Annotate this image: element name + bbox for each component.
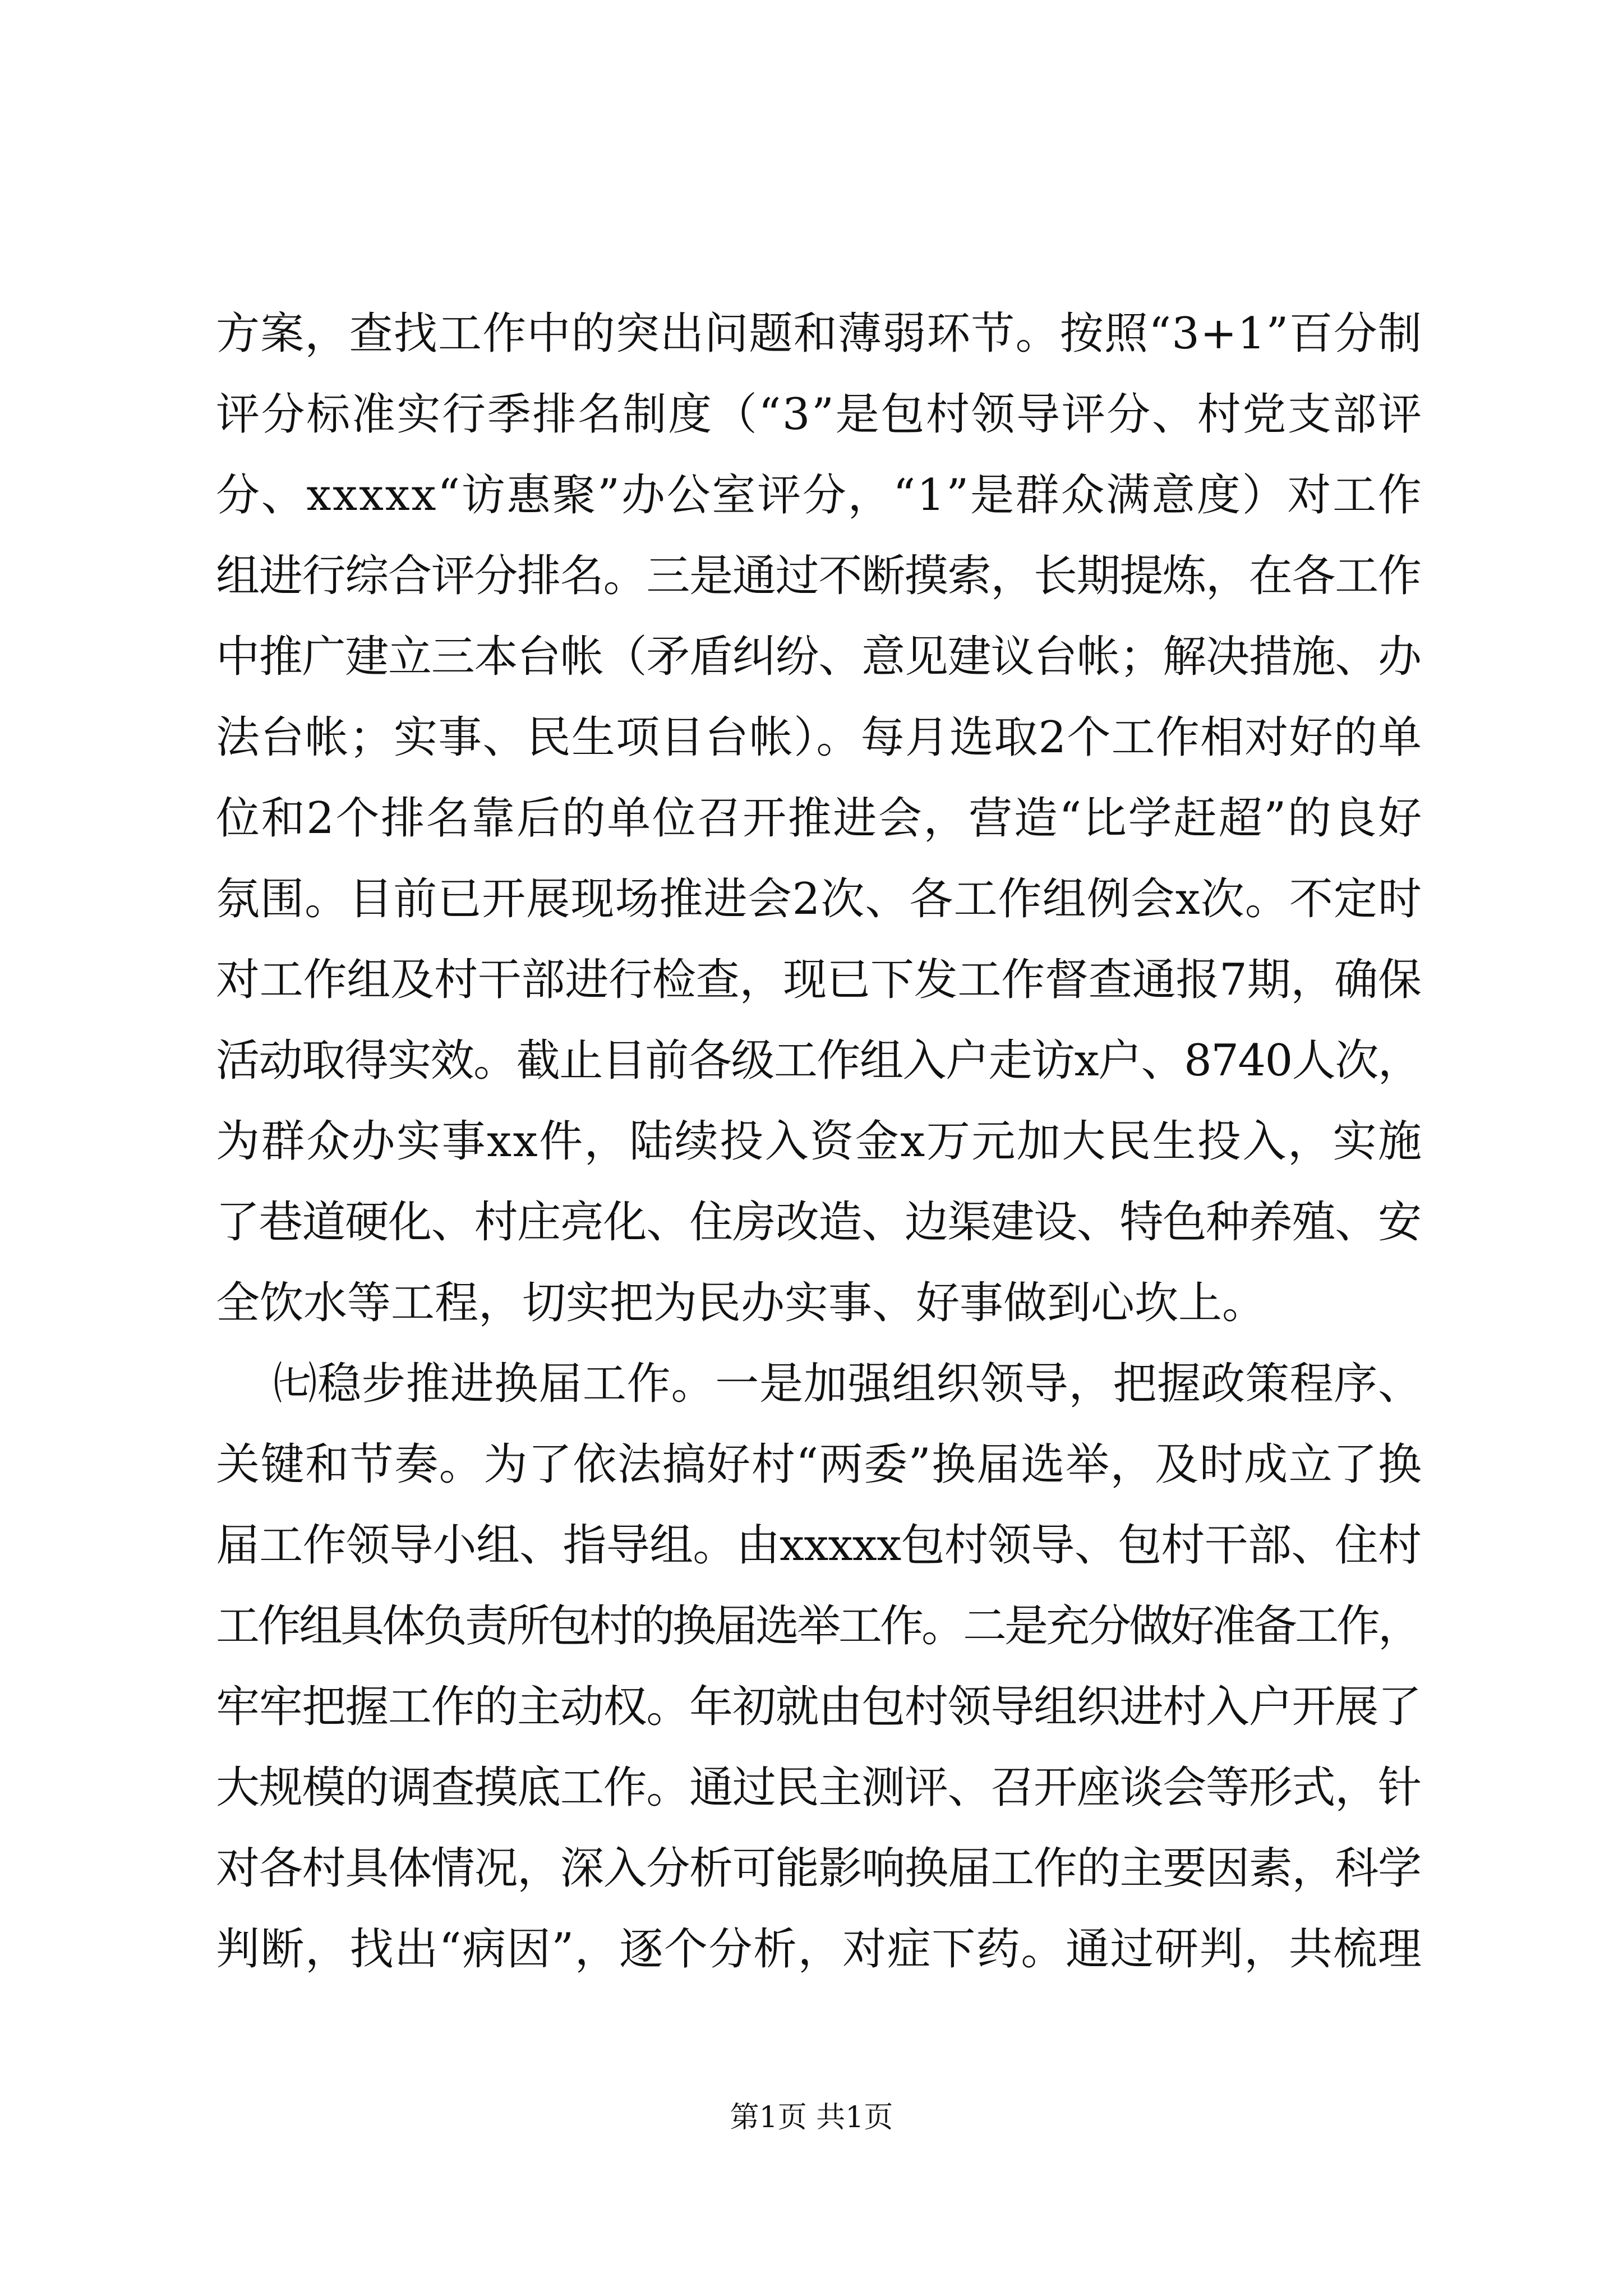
body-text-line: 活动取得实效。截止目前各级工作组入户走访x户、8740人次， [216,1036,1421,1086]
body-text-line: 对各村具体情况，深入分析可能影响换届工作的主要因素，科学 [216,1843,1421,1894]
body-text-line: 方案，查找工作中的突出问题和薄弱环节。按照“3+1”百分制 [216,309,1423,359]
body-text-line: 工作组具体负责所包村的换届选举工作。二是充分做好准备工作， [216,1601,1420,1651]
body-text-line: 届工作领导小组、指导组。由xxxxx包村领导、包村干部、住村 [216,1520,1422,1571]
body-text-line: 分、xxxxx“访惠聚”办公室评分，“1”是群众满意度）对工作 [216,470,1423,521]
page-footer: 第1页 共1页 [730,2101,893,2134]
body-text-line: 氛围。目前已开展现场推进会2次、各工作组例会x次。不定时 [216,874,1423,924]
body-text-line: 全饮水等工程，切实把为民办实事、好事做到心坎上。 [216,1278,1266,1328]
body-text-line: 牢牢把握工作的主动权。年初就由包村领导组织进村入户开展了 [216,1682,1421,1732]
body-text-line: 了巷道硬化、村庄亮化、住房改造、边渠建设、特色种养殖、安 [216,1197,1421,1248]
body-text-line: 关键和节奏。为了依法搞好村“两委”换届选举，及时成立了换 [216,1439,1423,1490]
body-text-line: 法台帐；实事、民生项目台帐）。每月选取2个工作相对好的单 [216,712,1423,763]
body-text-line: 位和2个排名靠后的单位召开推进会，营造“比学赶超”的良好 [216,793,1423,844]
body-text-line: 评分标准实行季排名制度（“3”是包村领导评分、村党支部评 [216,389,1423,440]
body-text-line: 对工作组及村干部进行检查，现已下发工作督查通报7期，确保 [216,955,1422,1005]
body-text-line: 为群众办实事xx件，陆续投入资金x万元加大民生投入，实施 [216,1116,1423,1167]
body-text-line: 大规模的调查摸底工作。通过民主测评、召开座谈会等形式，针 [216,1763,1421,1813]
body-text-line: 组进行综合评分排名。三是通过不断摸索，长期提炼，在各工作 [216,551,1421,601]
body-text-line: 中推广建立三本台帐（矛盾纠纷、意见建议台帐；解决措施、办 [216,632,1421,682]
body-text-line: ㈦稳步推进换届工作。一是加强组织领导，把握政策程序、 [216,1359,1422,1409]
body-text-line: 判断，找出“病因”，逐个分析，对症下药。通过研判，共梳理 [216,1924,1423,1975]
